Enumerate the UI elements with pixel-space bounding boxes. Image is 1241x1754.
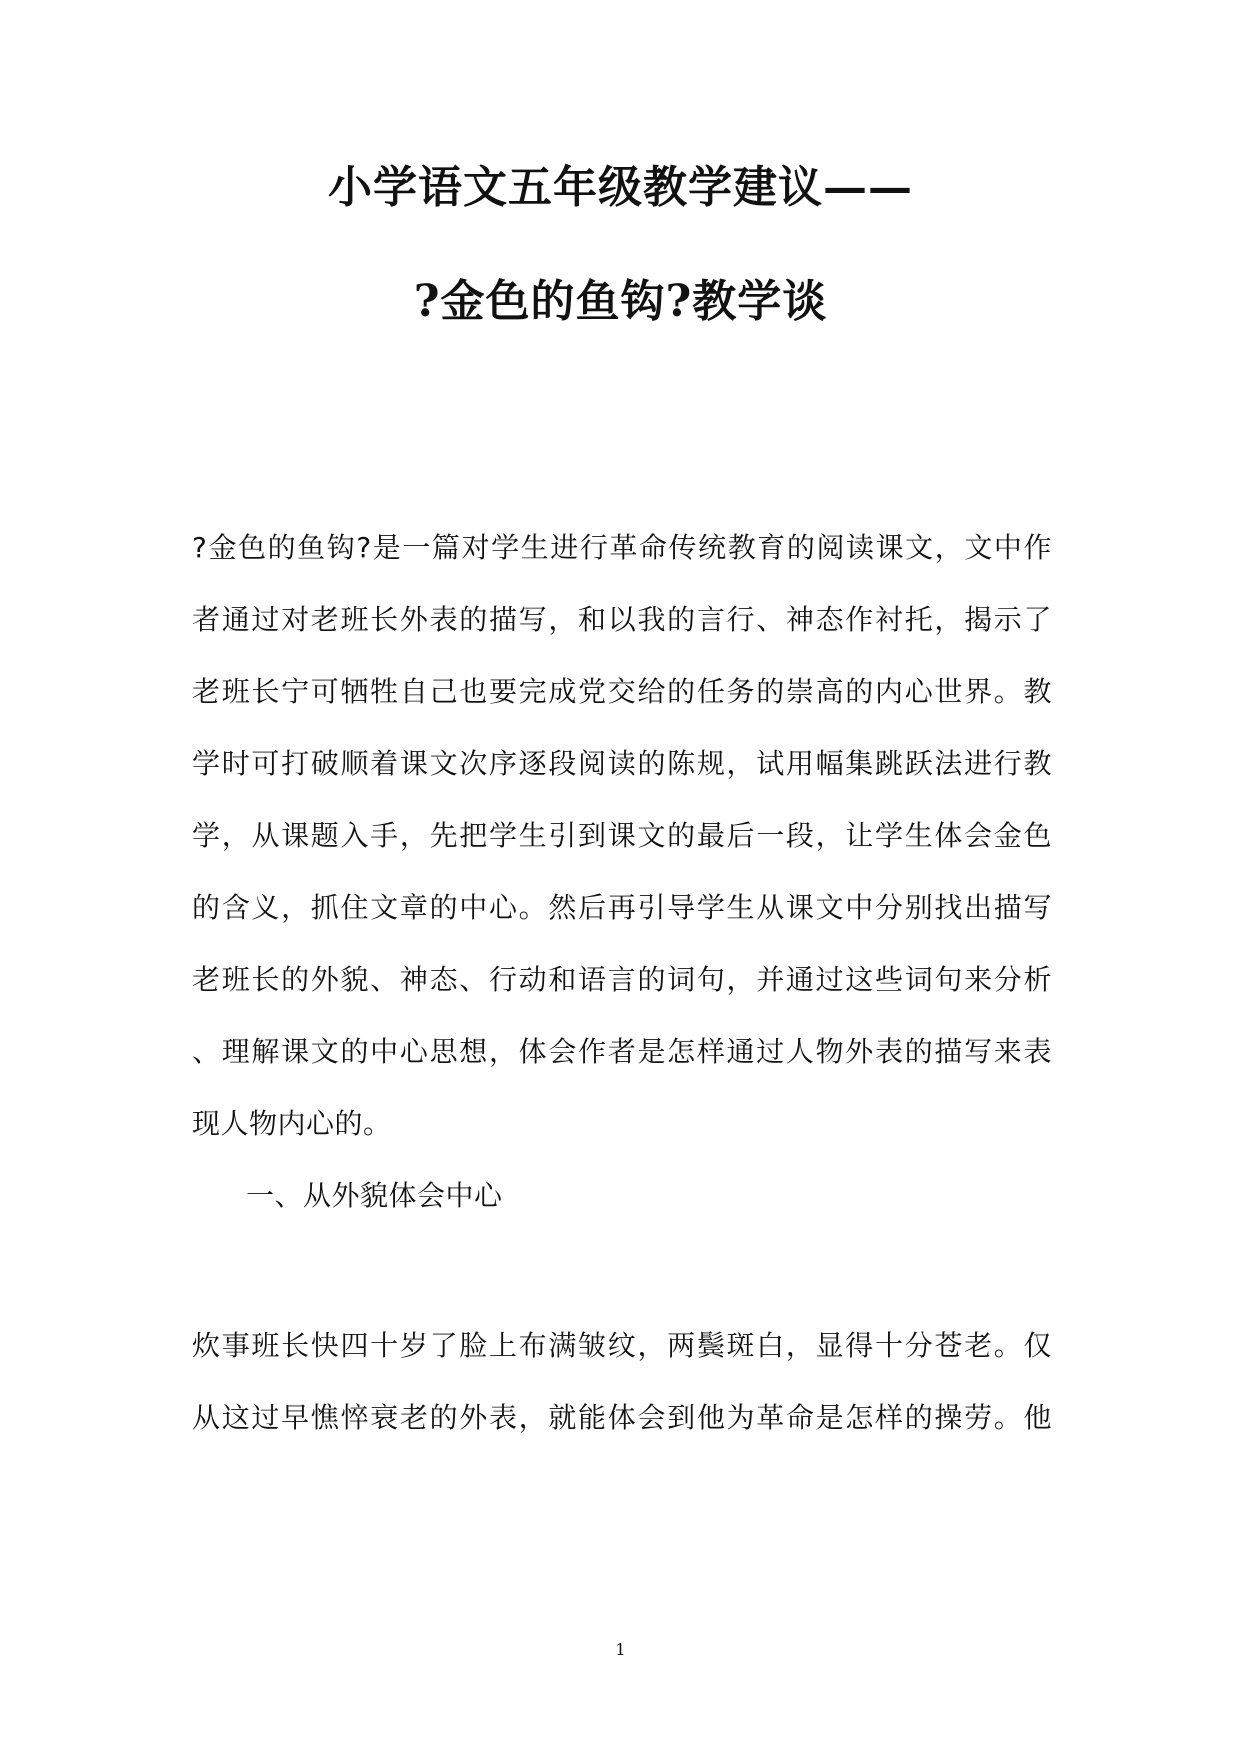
paragraph-1-line-7: 老班长的外貌、神态、行动和语言的词句，并通过这些词句来分析 [192, 963, 1052, 996]
document-title-line-2: ?金色的鱼钩?教学谈 [413, 276, 828, 327]
paragraph-1-line-4: 学时可打破顺着课文次序逐段阅读的陈规，试用幅集跳跃法进行教 [192, 747, 1052, 780]
section-heading: 一、从外貌体会中心 [246, 1179, 503, 1212]
document-title-line-1: 小学语文五年级教学建议—— [328, 162, 913, 213]
paragraph-1-line-9: 现人物内心的。 [192, 1107, 392, 1140]
paragraph-2-line-1: 炊事班长快四十岁了脸上布满皱纹，两鬓斑白，显得十分苍老。仅 [192, 1329, 1052, 1362]
paragraph-1-line-3: 老班长宁可牺牲自己也要完成党交给的任务的崇高的内心世界。教 [192, 675, 1052, 708]
paragraph-1-line-1: ?金色的鱼钩?是一篇对学生进行革命传统教育的阅读课文，文中作 [192, 531, 1052, 564]
paragraph-1-line-8: 、理解课文的中心思想，体会作者是怎样通过人物外表的描写来表 [192, 1035, 1052, 1068]
paragraph-2-line-2: 从这过早憔悴衰老的外表，就能体会到他为革命是怎样的操劳。他 [192, 1401, 1052, 1434]
page-number: 1 [615, 1640, 626, 1659]
paragraph-1-line-6: 的含义，抓住文章的中心。然后再引导学生从课文中分别找出描写 [192, 891, 1052, 924]
paragraph-1-line-5: 学，从课题入手，先把学生引到课文的最后一段，让学生体会金色 [192, 819, 1052, 852]
paragraph-1-line-2: 者通过对老班长外表的描写，和以我的言行、神态作衬托，揭示了 [192, 603, 1052, 636]
